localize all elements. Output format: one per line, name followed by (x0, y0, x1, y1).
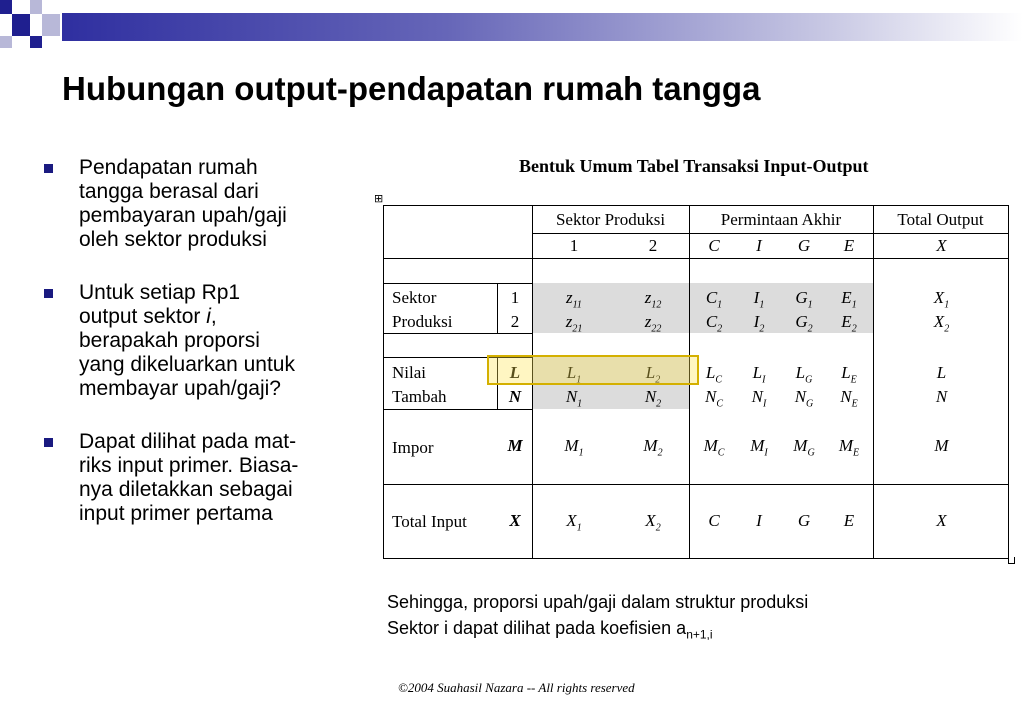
row-index-L: L (509, 363, 521, 382)
row-label-produksi: Produksi (392, 312, 453, 331)
bullet-item: Dapat dilihat pada mat- riks input primer. Biasa- nya diletakkan sebagai input primer pertama (44, 430, 374, 526)
header-permintaan-akhir: Permintaan Akhir (720, 210, 842, 229)
cell-G-total: G (797, 511, 811, 530)
cell-z21: $z_{21}$ (565, 312, 583, 335)
cell-N2: $N_2$ (644, 387, 662, 410)
bullet-square-icon (44, 164, 53, 173)
cell-I1: $I_1$ (753, 288, 765, 311)
subheader-X: X (936, 236, 947, 255)
row-label-nilai: Nilai (392, 363, 426, 382)
cell-E-total: E (843, 511, 855, 530)
table-resize-handle-icon (1008, 557, 1015, 564)
header-square-1 (0, 0, 12, 14)
cell-ME: $M_E$ (838, 436, 860, 459)
row-index-M: M (507, 436, 523, 455)
cell-I-total: I (756, 511, 762, 530)
header-square-3 (12, 14, 30, 36)
cell-NE: $N_E$ (840, 387, 858, 410)
subheader-I: I (756, 236, 762, 255)
cell-NI: $N_I$ (751, 387, 767, 410)
row-label-impor: Impor (392, 438, 434, 457)
cell-M-total: M (934, 436, 949, 455)
cell-MI: $M_I$ (750, 436, 768, 459)
header-square-4 (42, 14, 60, 36)
labor-row-highlight (487, 355, 699, 385)
subheader-E: E (843, 236, 855, 255)
cell-L2: $L_2$ (645, 363, 661, 386)
cell-X2: $X_2$ (933, 312, 950, 335)
table-move-handle-icon: ⊞ (374, 192, 384, 205)
cell-MC: $M_C$ (703, 436, 725, 459)
cell-LI: $L_I$ (752, 363, 766, 386)
cell-G2: $G_2$ (795, 312, 813, 335)
row-label-total-input: Total Input (392, 512, 467, 531)
note-line-2: Sektor i dapat dilihat pada koefisien $a_{n+1,i}$ (387, 618, 713, 642)
cell-X-grand-total: X (936, 511, 947, 530)
cell-L1: $L_1$ (566, 363, 582, 386)
cell-z22: $z_{22}$ (644, 312, 662, 335)
cell-NG: $N_G$ (794, 387, 814, 410)
cell-L-total: L (936, 363, 947, 382)
header-sektor-produksi: Sektor Produksi (555, 210, 666, 229)
cell-MG: $M_G$ (793, 436, 815, 459)
cell-LC: $L_C$ (705, 363, 723, 386)
cell-X1: $X_1$ (933, 288, 950, 311)
bullet-item: Pendapatan rumah tangga berasal dari pembayaran upah/gaji oleh sektor produksi (44, 156, 374, 252)
cell-M1: $M_1$ (564, 436, 584, 459)
row-index-2: 2 (510, 312, 520, 331)
subheader-G: G (797, 236, 811, 255)
header-square-5 (0, 36, 12, 48)
bullet-item: Untuk setiap Rp1 output sektor i, berapakah proporsi yang dikeluarkan untuk membayar upah/gaji? (44, 281, 374, 401)
row-label-tambah: Tambah (392, 387, 447, 406)
cell-N-total: N (935, 387, 948, 406)
cell-C1: $C_1$ (705, 288, 723, 311)
cell-LE: $L_E$ (841, 363, 857, 386)
subheader-1: 1 (569, 236, 579, 255)
cell-I2: $I_2$ (753, 312, 765, 335)
cell-E2: $E_2$ (841, 312, 857, 335)
header-square-2 (30, 0, 42, 14)
header-total-output: Total Output (897, 210, 984, 229)
table-caption: Bentuk Umum Tabel Transaksi Input-Output (519, 156, 869, 176)
header-gradient-bar (62, 13, 1023, 41)
header-square-6 (30, 36, 42, 48)
cell-NC: $N_C$ (704, 387, 723, 410)
io-table (383, 205, 1009, 559)
bullet-square-icon (44, 438, 53, 447)
bullet-square-icon (44, 289, 53, 298)
note-line-1: Sehingga, proporsi upah/gaji dalam struktur produksi (387, 592, 809, 612)
cell-X2-input: $X_2$ (645, 511, 661, 534)
row-index-X: X (509, 511, 521, 530)
cell-X1-input: $X_1$ (566, 511, 582, 534)
cell-C-total: C (708, 511, 720, 530)
row-index-N: N (508, 387, 522, 406)
cell-M2: $M_2$ (643, 436, 663, 459)
cell-N1: $N_1$ (565, 387, 583, 410)
footer-copyright: ©2004 Suahasil Nazara -- All rights reserved (398, 680, 635, 695)
bullet-list (44, 156, 374, 555)
subheader-2: 2 (648, 236, 658, 255)
row-index-1: 1 (510, 288, 520, 307)
row-label-sektor: Sektor (392, 288, 437, 307)
cell-LG: $L_G$ (795, 363, 813, 386)
note-text (387, 589, 808, 648)
cell-z12: $z_{12}$ (644, 288, 662, 311)
cell-C2: $C_2$ (705, 312, 723, 335)
cell-z11: $z_{11}$ (566, 288, 582, 311)
subheader-C: C (708, 236, 720, 255)
cell-G1: $G_1$ (795, 288, 813, 311)
cell-E1: $E_1$ (841, 288, 857, 311)
slide-title: Hubungan output-pendapatan rumah tangga (62, 70, 761, 107)
